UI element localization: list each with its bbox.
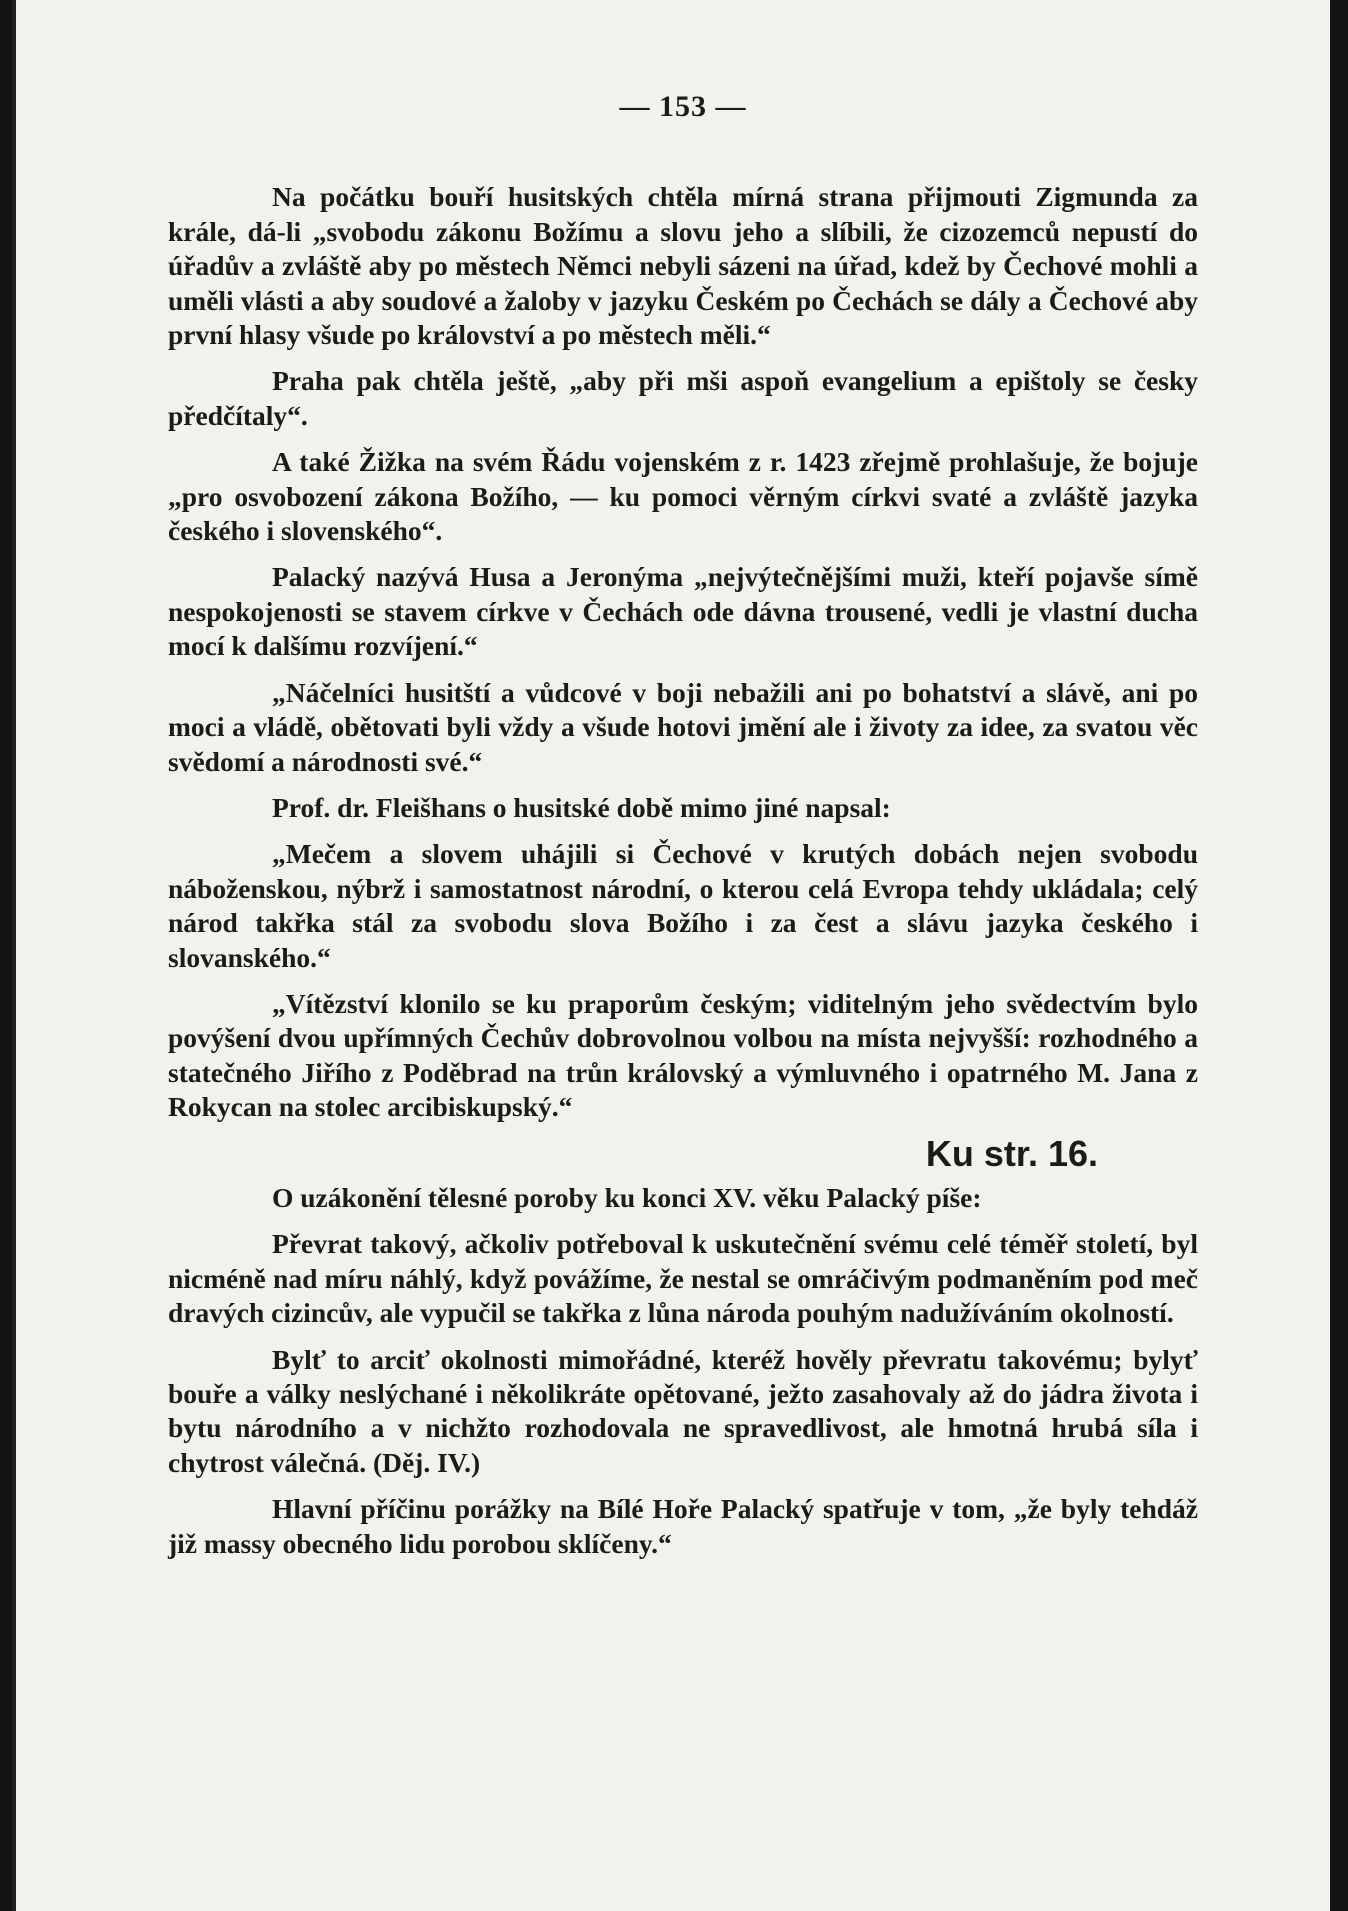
paragraph: Prof. dr. Fleišhans o husitské době mimo jiné napsal: [272, 791, 891, 823]
section-heading: Ku str. 16. [925, 1132, 1098, 1174]
paragraph: Bylť to arciť okolnosti mimořádné, kteréž hověly převratu takovému; bylyť bouře a války neslýchané i několikráte opětované, ježto zasahovaly až do jádra života i bytu národního a v nichžto rozhodovala ne spravedlivost, ale hmotná hrubá síla i chytrost válečná. (Děj. IV.) [168, 1343, 1198, 1478]
paragraph: Hlavní příčinu porážky na Bílé Hoře Palacký spatřuje v tom, „že byly tehdáž již massy obecného lidu porobou sklíčeny.“ [168, 1493, 1198, 1559]
paragraph: Praha pak chtěla ještě, „aby při mši aspoň evangelium a epištoly se česky předčítaly“. [168, 365, 1198, 431]
paragraph: Palacký nazývá Husa a Jeronýma „nejvýtečnějšími muži, kteří pojavše símě nespokojenosti se stavem církve v Čechách ode dávna trousené, vedli je vlastní ducha mocí k dalšímu rozvíjení.“ [168, 561, 1198, 662]
paragraph: Převrat takový, ačkoliv potřeboval k uskutečnění svému celé téměř století, byl nicméně nad míru náhlý, když povážíme, že nestal se omráčivým podmaněním pod meč dravých cizincův, ale vypučil se takřka z lůna národa pouhým nadužíváním okolností. [168, 1228, 1198, 1329]
paragraph: A také Žižka na svém Řádu vojenském z r. 1423 zřejmě prohlašuje, že bojuje „pro osvobození zákona Božího, — ku pomoci věrným církvi svaté a zvláště jazyka českého i slovenského“. [168, 446, 1198, 547]
paragraph: Na počátku bouří husitských chtěla mírná strana přijmouti Zigmunda za krále, dá-li „svobodu zákonu Božímu a slovu jeho a slíbili, že cizozemců nepustí do úřadův a zvláště aby po městech Němci nebyli sázeni na úřad, kdež by Čechové mohli a uměli vlásti a aby soudové a žaloby v jazyku Českém po Čechách se dály a Čechové aby první hlasy všude po království a po městech měli.“ [168, 181, 1198, 351]
page-number: — 153 — [619, 90, 747, 123]
book-page [12, 0, 1330, 1911]
quote-paragraph: „Náčelníci husitští a vůdcové v boji nebažili ani po bohatství a slávě, ani po moci a vládě, obětovati byli vždy a všude hotovi jmění ale i životy za idee, za svatou věc svědomí a národnosti své.“ [168, 676, 1198, 777]
page-content [168, 90, 1198, 1573]
quote-paragraph: „Mečem a slovem uhájili si Čechové v krutých dobách nejen svobodu náboženskou, nýbrž i samostatnost národní, o kterou celá Evropa tehdy ukládala; celý národ takřka stál za svobodu slova Božího i za čest a slávu jazyka českého i slovanského.“ [168, 838, 1198, 973]
quote-paragraph: „Vítězství klonilo se ku praporům českým; viditelným jeho svědectvím bylo povýšení dvou upřímných Čechův dobrovolnou volbou na místa nejvyšší: rozhodného a statečného Jiřího z Poděbrad na trůn královský a výmluvného i opatrného M. Jana z Rokycan na stolec arcibiskupský.“ [168, 987, 1198, 1123]
paragraph: O uzákonění tělesné poroby ku konci XV. věku Palacký píše: [272, 1181, 982, 1213]
